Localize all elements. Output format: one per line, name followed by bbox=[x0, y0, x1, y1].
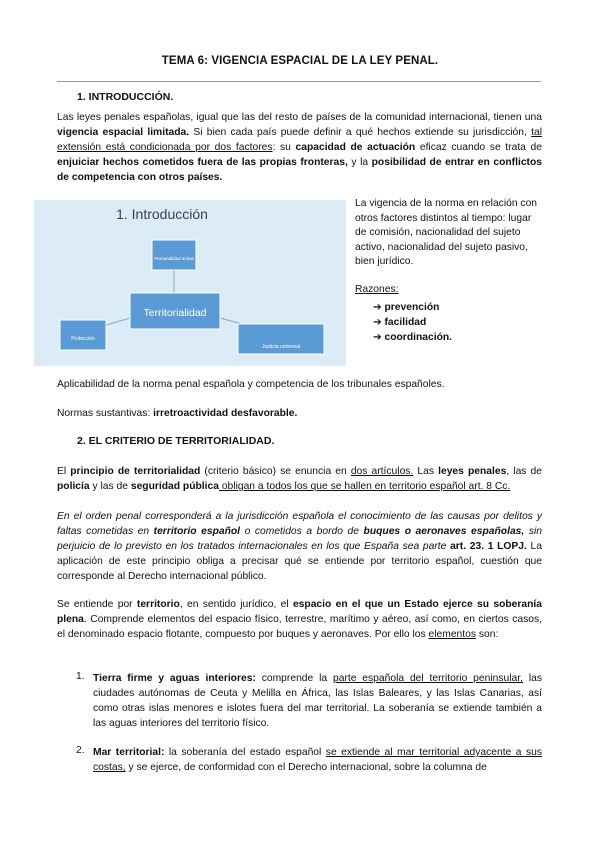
text-run: , las de bbox=[506, 466, 542, 477]
item-2-text bbox=[93, 745, 542, 775]
text-run: y las de bbox=[89, 481, 131, 492]
text-run: la soberanía del estado español bbox=[164, 747, 326, 758]
text-run: posibilidad de entrar en conflictos de competencia con otros países. bbox=[57, 157, 542, 183]
introduccion-diagram bbox=[34, 200, 346, 366]
text-run: Se entiende por bbox=[57, 599, 137, 610]
text-run: En el orden penal corresponderá a la jurisdicción española el conocimiento de las causas por delitos y faltas cometidas en bbox=[57, 511, 542, 537]
diagram-title: 1. Introducción bbox=[116, 206, 208, 222]
node-top bbox=[152, 240, 196, 270]
text-run: tal extensión está condicionada por dos factores bbox=[57, 127, 542, 153]
text-run: Mar territorial: bbox=[93, 747, 165, 758]
text-run: art. 23. 1 LOPJ. bbox=[450, 541, 527, 552]
arrow-icon: ➔ bbox=[373, 332, 385, 343]
text-run: capacidad de actuación bbox=[295, 142, 416, 153]
text-run: Tierra firme y aguas interiores: bbox=[93, 673, 256, 684]
arrow-icon: ➔ bbox=[373, 302, 385, 313]
node-top-label: Personalidad activa bbox=[154, 256, 194, 261]
text-run: policía bbox=[57, 481, 90, 492]
text-run: parte española del territorio peninsular, bbox=[332, 673, 523, 684]
page-title: TEMA 6: VIGENCIA ESPACIAL DE LA LEY PENAL. bbox=[161, 55, 439, 67]
text-run: y la bbox=[347, 157, 372, 168]
razon-item: ➔ facilidad bbox=[373, 317, 427, 328]
aplicabilidad-paragraph: Aplicabilidad de la norma penal española y competencia de los tribunales españoles. bbox=[57, 379, 445, 390]
text-run: . Comprende elementos del espacio físico, terrestre, marítimo y aéreo, así como, en ciertos casos, el denominado espacio flotante, compuesto por buques y aeronaves. Por ello los bbox=[57, 614, 542, 640]
text-run: : su bbox=[272, 142, 296, 153]
text-run: sin perjuicio de lo previsto en los tratados internacionales en los que España sea parte bbox=[57, 526, 542, 552]
text-run: buques o aeronaves españolas, bbox=[363, 526, 525, 537]
text-run: son: bbox=[476, 629, 499, 640]
text-run: , en sentido jurídico, el bbox=[179, 599, 293, 610]
text-run: las ciudades autónomas de Ceuta y Melilla en África, las Islas Baleares, y las Islas Canarias, así como otras islas menores e islotes fuera del mar territorial. La soberanía se extiende también a las aguas interiores del territorio físico. bbox=[93, 673, 542, 729]
node-center-label: Territorialidad bbox=[143, 307, 207, 319]
text-run: (criterio básico) se enuncia en bbox=[200, 466, 351, 477]
razones-label: Razones: bbox=[355, 284, 399, 295]
side-text: La vigencia de la norma en relación con otros factores distintos al tiempo: lugar de comisión, nacionalidad del sujeto activo, nacionalidad del sujeto pasivo, bien jurídico. bbox=[355, 198, 538, 267]
node-left bbox=[60, 320, 106, 350]
text-run: eficaz cuando se trata de bbox=[415, 142, 542, 153]
text-run: territorio bbox=[136, 599, 180, 610]
lopj-paragraph bbox=[57, 509, 542, 584]
territorio-paragraph bbox=[57, 597, 542, 642]
normas-paragraph: Normas sustantivas: irretroactividad desfavorable. bbox=[57, 408, 298, 419]
text-run: enjuiciar hechos cometidos fuera de las propias fronteras, bbox=[57, 157, 348, 168]
intro-paragraph bbox=[57, 110, 542, 185]
arrow-icon: ➔ bbox=[373, 317, 385, 328]
text-run: Si bien cada país puede definir a qué hechos extiende su jurisdicción, bbox=[189, 127, 532, 138]
section-1-heading: 1. INTRODUCCIÓN. bbox=[77, 91, 174, 103]
text-run: Las bbox=[413, 466, 439, 477]
item-2-number: 2. bbox=[76, 745, 85, 756]
node-left-label: Protección bbox=[71, 336, 95, 342]
text-run: y se ejerce, de conformidad con el Derecho internacional, sobre la columna de bbox=[125, 762, 487, 773]
section-2-heading: 2. EL CRITERIO DE TERRITORIALIDAD. bbox=[77, 435, 275, 447]
item-1-number: 1. bbox=[76, 671, 85, 682]
razon-item: ➔ coordinación. bbox=[373, 332, 453, 343]
text-run: se extiende al mar territorial adyacente a sus costas, bbox=[93, 747, 542, 773]
text-run: seguridad pública bbox=[130, 481, 219, 492]
text-run: territorio español bbox=[153, 526, 241, 537]
title-divider bbox=[57, 81, 541, 82]
text-run: dos artículos. bbox=[350, 466, 414, 477]
text-run: La aplicación de este principio obliga a precisar qué se entiende por territorio español, cuestión que corresponde al Derecho internacional público. bbox=[57, 541, 543, 582]
text-run: leyes penales bbox=[438, 466, 507, 477]
text-run: Las leyes penales españolas, igual que las del resto de países de la comunidad internacional, tienen una bbox=[57, 112, 542, 123]
text-run: o cometidos a bordo de bbox=[240, 526, 364, 537]
text-run: comprende la bbox=[255, 673, 333, 684]
text-run: espacio en el que un Estado ejerce su soberanía plena bbox=[57, 599, 542, 625]
text-run: El bbox=[57, 466, 71, 477]
node-right-label: Justicia universal bbox=[261, 344, 301, 350]
diagram-svg bbox=[34, 200, 346, 366]
text-run: vigencia espacial limitada. bbox=[57, 127, 190, 138]
text-run: elementos bbox=[428, 629, 477, 640]
text-run: principio de territorialidad bbox=[70, 466, 201, 477]
item-1-text bbox=[93, 671, 542, 731]
text-run: obligan a todos los que se hallen en territorio español art. 8 Cc. bbox=[218, 481, 511, 492]
razon-item: ➔ prevención bbox=[373, 302, 440, 313]
razones-list bbox=[373, 300, 452, 345]
territorialidad-paragraph bbox=[57, 464, 542, 494]
